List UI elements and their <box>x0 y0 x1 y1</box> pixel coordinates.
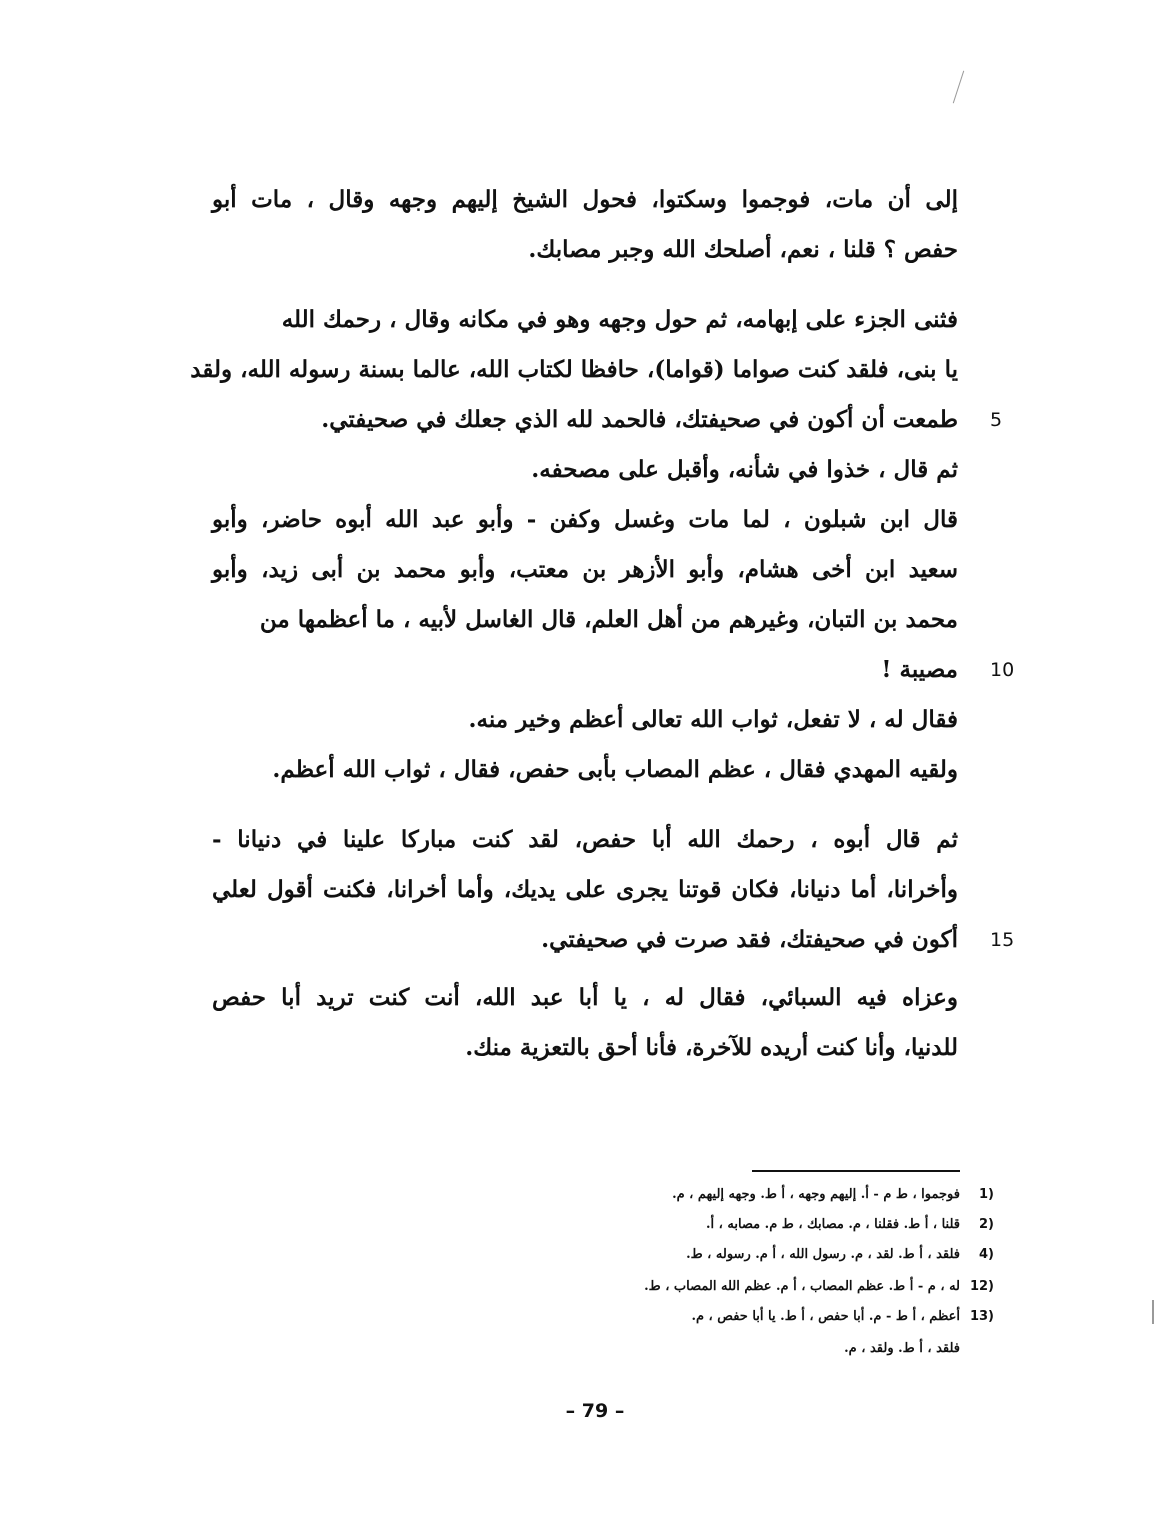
body-line-15: أكون في صحيفتك، فقد صرت في صحيفتي. <box>541 926 958 953</box>
footnote-1 <box>560 1182 994 1208</box>
footnote-4 <box>560 1242 994 1268</box>
line-number-15: 15 <box>990 929 1015 951</box>
body-line-8: سعيد ابن أخى هشام، وأبو الأزهر بن معتب، وأبو محمد بن أبى زيد، وأبو <box>212 556 958 583</box>
footnote-text: أعظم ، أ ط - م. أبا حفص ، أ ط. يا أبا حفص ، م. <box>691 1309 960 1324</box>
body-line-2: حفص ؟ قلنا ، نعم، أصلحك الله وجبر مصابك. <box>528 236 958 263</box>
body-line-10: مصيبة ! <box>881 656 958 683</box>
footnote-text: فوجموا ، ط م - أ. إليهم وجهه ، أ ط. وجهه إليهم ، م. <box>672 1187 960 1202</box>
page-number: – 79 – <box>565 1400 625 1422</box>
footnote-text: له ، م - أ ط. عظم المصاب ، أ م. عظم الله المصاب ، ط. <box>644 1279 960 1294</box>
body-line-7: قال ابن شبلون ، لما مات وغسل وكفن - وأبو عبد الله أبوه حاضر، وأبو <box>212 506 958 533</box>
footnote-13 <box>560 1304 994 1330</box>
footnote-13-continuation <box>560 1336 960 1362</box>
scan-mark <box>1152 1300 1154 1324</box>
line-number-5: 5 <box>990 409 1003 431</box>
line-number-10: 10 <box>990 659 1015 681</box>
footnote-text: فلقد ، أ ط. ولقد ، م. <box>844 1341 960 1356</box>
body-line-14: وأخرانا، أما دنيانا، فكان قوتنا يجرى على يديك، وأما أخرانا، فكنت أقول لعلي <box>212 876 958 903</box>
body-line-9: محمد بن التبان، وغيرهم من أهل العلم، قال الغاسل لأبيه ، ما أعظمها من <box>259 606 958 633</box>
body-line-4: يا بنى، فلقد كنت صواما (قواما)، حافظا لكتاب الله، عالما بسنة رسوله الله، ولقد <box>190 356 958 383</box>
scan-mark <box>953 71 964 104</box>
body-line-11: فقال له ، لا تفعل، ثواب الله تعالى أعظم وخير منه. <box>468 706 958 733</box>
footnote-text: قلنا ، أ ط. فقلنا ، م. مصابك ، ط م. مصابه ، أ. <box>705 1217 960 1232</box>
footnote-rule <box>752 1170 960 1172</box>
body-line-12: ولقيه المهدي فقال ، عظم المصاب بأبى حفص، فقال ، ثواب الله أعظم. <box>272 756 958 783</box>
body-line-16: وعزاه فيه السبائي، فقال له ، يا أبا عبد الله، أنت كنت تريد أبا حفص <box>212 984 958 1011</box>
body-line-1: إلى أن مات، فوجموا وسكتوا، فحول الشيخ إليهم وجهه وقال ، مات أبو <box>212 186 958 213</box>
footnote-number: 13) <box>969 1309 994 1324</box>
footnote-number: 1) <box>979 1187 994 1202</box>
footnote-number: 12) <box>969 1279 994 1294</box>
footnote-number: 2) <box>979 1217 994 1232</box>
body-line-5: طمعت أن أكون في صحيفتك، فالحمد لله الذي جعلك في صحيفتي. <box>321 406 958 433</box>
body-line-6: ثم قال ، خذوا في شأنه، وأقبل على مصحفه. <box>531 456 958 483</box>
footnote-12 <box>560 1274 994 1300</box>
body-line-13: ثم قال أبوه ، رحمك الله أبا حفص، لقد كنت مباركا علينا في دنيانا - <box>212 826 958 853</box>
footnote-text: فلقد ، أ ط. لقد ، م. رسول الله ، أ م. رسوله ، ط. <box>686 1247 960 1262</box>
body-line-3: فثنى الجزء على إبهامه، ثم حول وجهه وهو في مكانه وقال ، رحمك الله <box>281 306 958 333</box>
footnote-2 <box>560 1212 994 1238</box>
footnote-number: 4) <box>979 1247 994 1262</box>
body-line-17: للدنيا، وأنا كنت أريده للآخرة، فأنا أحق بالتعزية منك. <box>465 1034 958 1061</box>
